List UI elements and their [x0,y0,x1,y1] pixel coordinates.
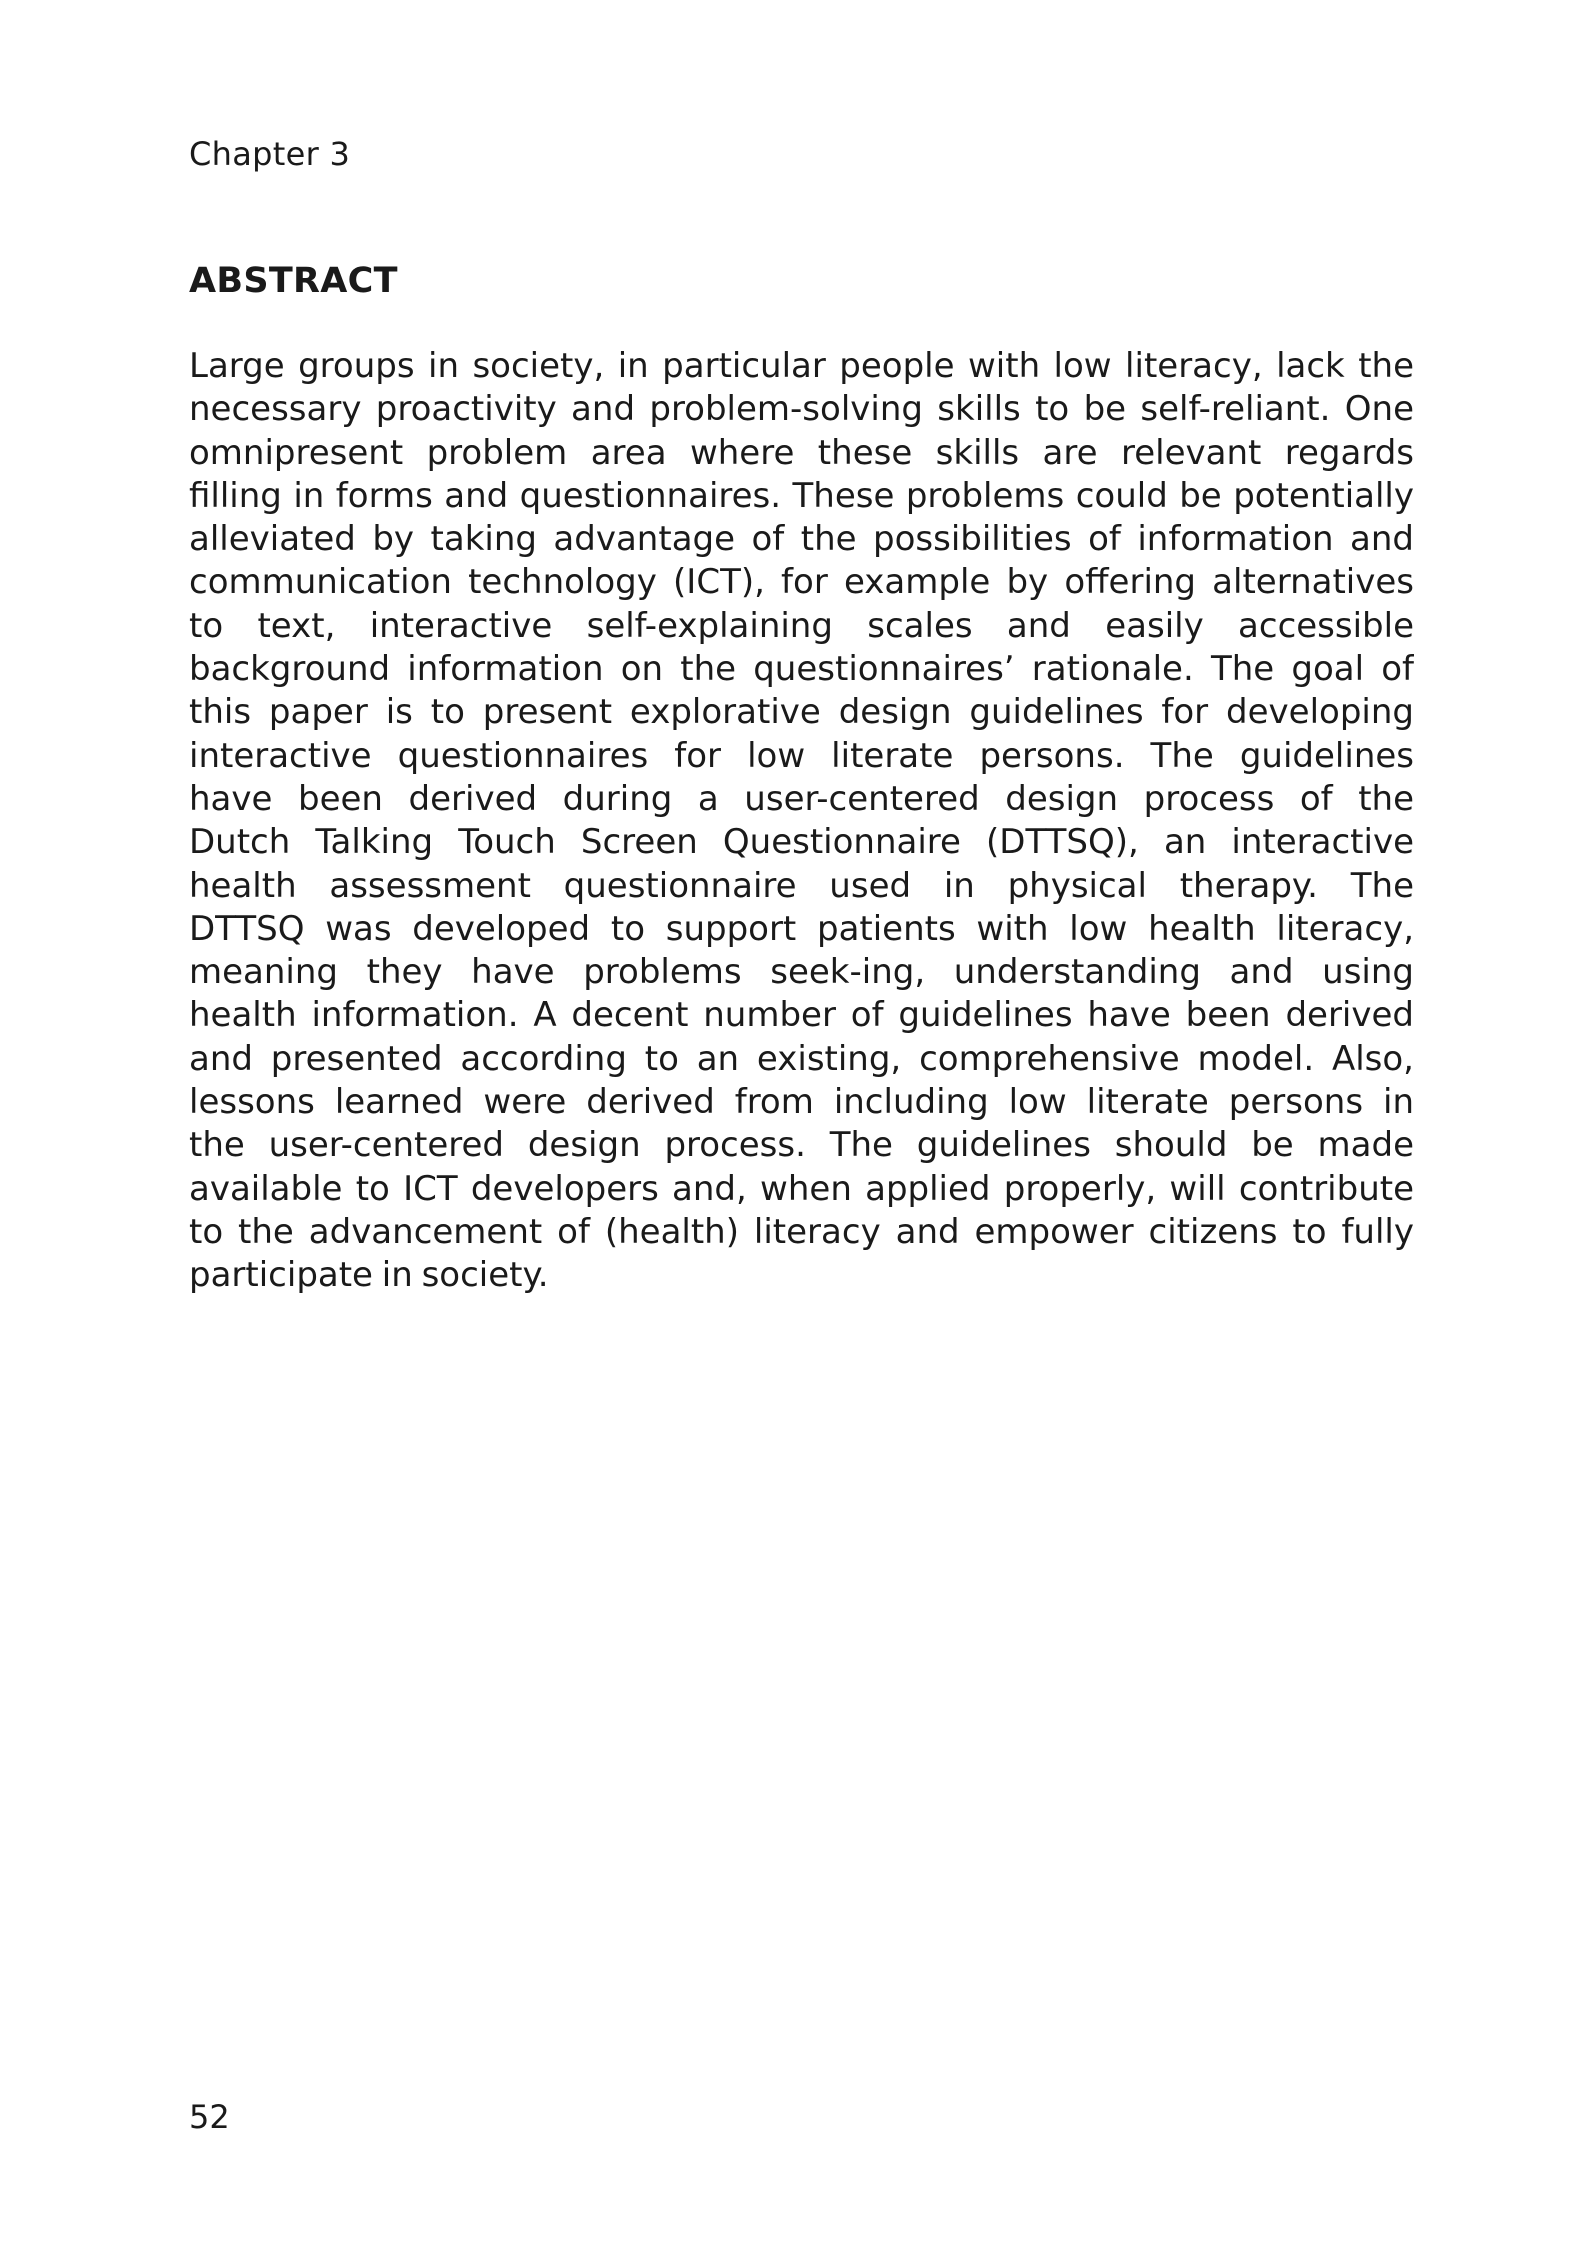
abstract-line: and presented according to an existing, comprehensive model. Also, [189,1038,1414,1079]
abstract-line: health assessment questionnaire used in physical therapy. The [189,865,1414,906]
abstract-line: health information. A decent number of guidelines have been derived [189,995,1414,1036]
abstract-line: Large groups in society, in particular people with low literacy, lack the [189,346,1414,386]
abstract-line: available to ICT developers and, when applied properly, will contribute [189,1168,1414,1209]
page-number: 52 [189,2098,230,2136]
abstract-line: communication technology (ICT), for example by offering alternatives [189,562,1414,603]
abstract-line: to text, interactive self-explaining scales and easily accessible [189,605,1414,646]
abstract-line: necessary proactivity and problem-solving skills to be self-reliant. One [189,389,1414,430]
abstract-line: DTTSQ was developed to support patients with low health literacy, [189,908,1414,949]
abstract-line: lessons learned were derived from including low literate persons in [189,1082,1414,1123]
abstract-line: participate in society. [189,1255,549,1296]
running-head: Chapter 3 [189,135,351,173]
abstract-line: interactive questionnaires for low literate persons. The guidelines [189,735,1414,776]
abstract-line: Dutch Talking Touch Screen Questionnaire (DTTSQ), an interactive [189,822,1414,863]
abstract-line: to the advancement of (health) literacy and empower citizens to fully [189,1211,1414,1252]
abstract-line: have been derived during a user-centered design process of the [189,778,1414,819]
abstract-line: filling in forms and questionnaires. These problems could be potentially [189,475,1414,516]
abstract-line: the user-centered design process. The guidelines should be made [189,1125,1414,1166]
abstract-line: alleviated by taking advantage of the possibilities of information and [189,519,1414,560]
abstract-line: omnipresent problem area where these skills are relevant regards [189,432,1414,473]
abstract-line: background information on the questionnaires’ rationale. The goal of [189,649,1414,690]
abstract-paragraph [189,345,1414,1298]
abstract-line: meaning they have problems seek-ing, understanding and using [189,952,1414,993]
section-heading: ABSTRACT [189,261,398,301]
abstract-line: this paper is to present explorative design guidelines for developing [189,692,1414,733]
